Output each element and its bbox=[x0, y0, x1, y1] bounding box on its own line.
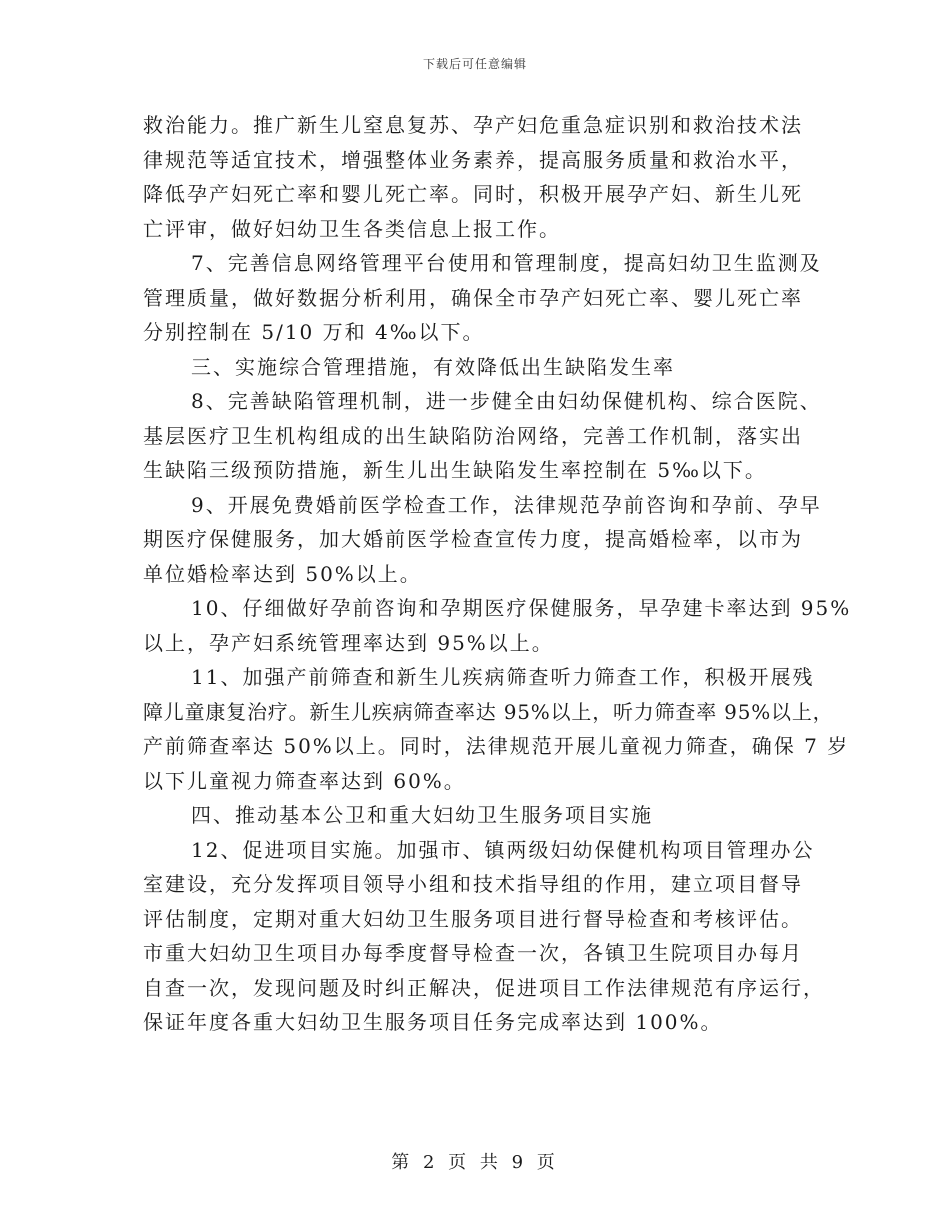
page-footer bbox=[0, 1148, 950, 1174]
text-line: 管理质量，做好数据分析利用，确保全市孕产妇死亡率、婴儿死亡率 bbox=[143, 285, 803, 310]
text-line: 生缺陷三级预防措施，新生儿出生缺陷发生率控制在 5‰以下。 bbox=[143, 458, 767, 482]
text-line: 期医疗保健服务，加大婚前医学检查宣传力度，提高婚检率，以市为 bbox=[143, 527, 803, 551]
text-line: 12、促进项目实施。加强市、镇两级妇幼保健机构项目管理办公 bbox=[191, 837, 815, 862]
text-line: 自查一次，发现问题及时纠正解决，促进项目工作法律规范有序运行， bbox=[143, 975, 825, 1000]
text-line: 分别控制在 5/10 万和 4‰以下。 bbox=[143, 320, 485, 344]
footer-prefix: 第 bbox=[391, 1152, 414, 1173]
text-line: 单位婚检率达到 50%以上。 bbox=[143, 561, 422, 586]
text-line: 三、实施综合管理措施，有效降低出生缺陷发生率 bbox=[191, 354, 675, 379]
text-line: 四、推动基本公卫和重大妇幼卫生服务项目实施 bbox=[191, 803, 653, 827]
text-line: 降低孕产妇死亡率和婴儿死亡率。同时，积极开展孕产妇、新生儿死 bbox=[143, 182, 803, 206]
text-line: 基层医疗卫生机构组成的出生缺陷防治网络，完善工作机制，落实出 bbox=[143, 423, 803, 448]
text-line: 律规范等适宜技术，增强整体业务素养，提高服务质量和救治水平， bbox=[143, 147, 803, 172]
text-line: 10、仔细做好孕前咨询和孕期医疗保健服务，早孕建卡率达到 95% bbox=[191, 596, 852, 620]
text-line: 7、完善信息网络管理平台使用和管理制度，提高妇幼卫生监测及 bbox=[191, 251, 822, 275]
text-line: 室建设，充分发挥项目领导小组和技术指导组的作用，建立项目督导 bbox=[143, 872, 803, 896]
footer-suffix: 页 bbox=[536, 1152, 559, 1173]
footer-middle: 页 共 bbox=[448, 1152, 502, 1173]
text-line: 救治能力。推广新生儿窒息复苏、孕产妇危重急症识别和救治技术法 bbox=[143, 113, 803, 137]
text-line: 亡评审，做好妇幼卫生各类信息上报工作。 bbox=[143, 216, 561, 241]
document-body bbox=[143, 108, 852, 1040]
text-line: 评估制度，定期对重大妇幼卫生服务项目进行督导检查和考核评估。 bbox=[143, 906, 803, 931]
text-line: 以下儿童视力筛查率达到 60%。 bbox=[143, 768, 466, 793]
text-line: 以上，孕产妇系统管理率达到 95%以上。 bbox=[143, 630, 554, 655]
footer-page-number: 2 bbox=[422, 1152, 439, 1173]
text-line: 11、加强产前筛查和新生儿疾病筛查听力筛查工作，积极开展残 bbox=[191, 665, 815, 689]
text-line: 8、完善缺陷管理机制，进一步健全由妇幼保健机构、综合医院、 bbox=[191, 389, 822, 413]
text-line: 市重大妇幼卫生项目办每季度督导检查一次，各镇卫生院项目办每月 bbox=[143, 941, 803, 965]
footer-total-pages: 9 bbox=[511, 1152, 528, 1173]
text-line: 保证年度各重大妇幼卫生服务项目任务完成率达到 100%。 bbox=[143, 1010, 723, 1034]
text-line: 9、开展免费婚前医学检查工作，法律规范孕前咨询和孕前、孕早 bbox=[191, 492, 822, 517]
header-note: 下载后可任意编辑 bbox=[422, 57, 527, 71]
text-line: 产前筛查率达 50%以上。同时，法律规范开展儿童视力筛查，确保 7 岁 bbox=[143, 734, 850, 758]
text-line: 障儿童康复治疗。新生儿疾病筛查率达 95%以上，听力筛查率 95%以上， bbox=[143, 699, 834, 724]
